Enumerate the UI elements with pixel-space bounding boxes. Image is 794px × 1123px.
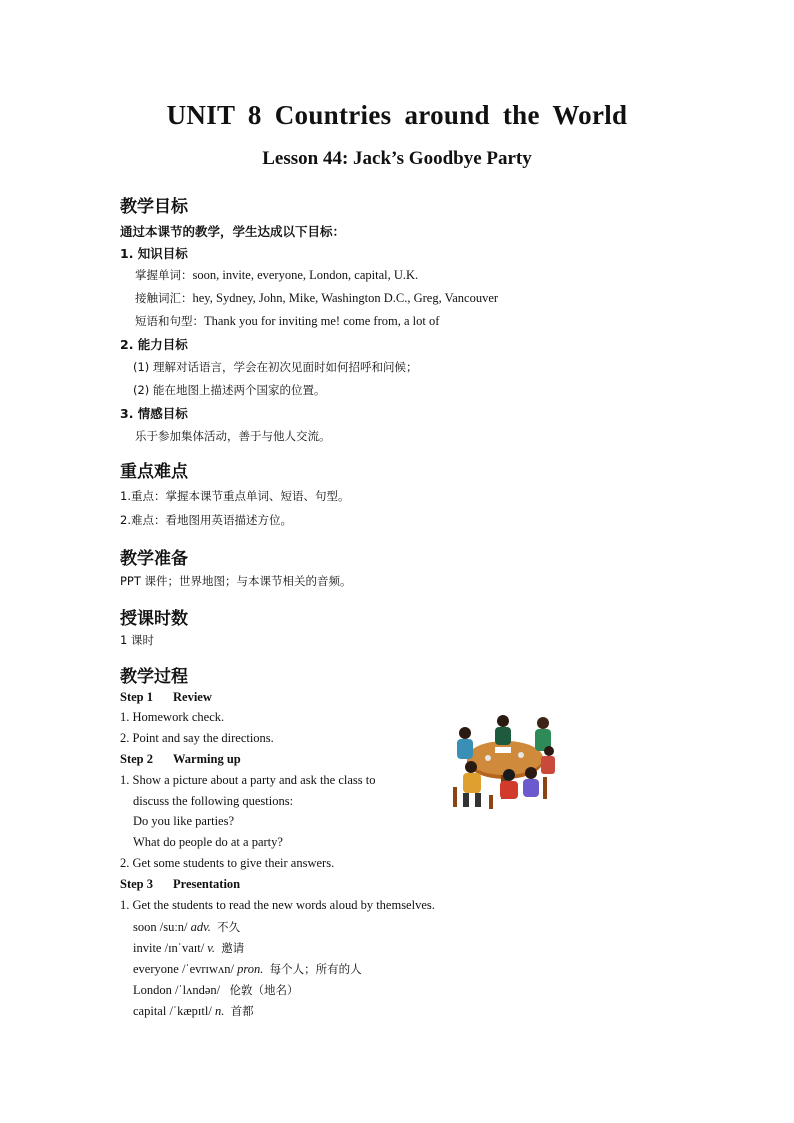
key-point-1-label: 1.重点： xyxy=(120,489,166,503)
vocab-ipa: /ˈkæpɪtl/ xyxy=(169,1004,212,1018)
time-text: 1 课时 xyxy=(120,633,154,647)
step2-label: Step 2 xyxy=(120,752,153,766)
phrases: Thank you for inviting me! come from, a lot of xyxy=(204,314,440,328)
ability-item-1: (1) 理解对话语言，学会在初次见面时如何招呼和问候； xyxy=(133,360,418,374)
vocab-item xyxy=(133,1003,254,1019)
step2-line-3: 2. Get some students to give their answers. xyxy=(120,856,335,870)
vocab-item xyxy=(133,940,244,956)
vocab-word: London xyxy=(133,983,172,997)
step2-line-1: 1. Show a picture about a party and ask the class to xyxy=(120,773,376,787)
emotion-item-1: 乐于参加集体活动，善于与他人交流。 xyxy=(135,429,331,443)
step3-name: Presentation xyxy=(173,877,241,891)
vocab-word: invite xyxy=(133,941,162,955)
key-points-heading: 重点难点 xyxy=(120,462,188,482)
step3-heading xyxy=(120,877,240,892)
preparation-heading: 教学准备 xyxy=(120,549,188,569)
master-words-label: 掌握单词： xyxy=(135,268,193,282)
contact-words-label: 接触词汇： xyxy=(135,291,193,305)
key-point-2-label: 2.难点： xyxy=(120,513,166,527)
vocab-item xyxy=(133,961,362,977)
key-point-1-text: 掌握本课节重点单词、短语、句型。 xyxy=(165,489,350,503)
vocab-pos: pron. xyxy=(237,962,264,976)
lesson-title: Lesson 44: Jack’s Goodbye Party xyxy=(262,148,532,169)
vocab-word: soon xyxy=(133,920,157,934)
step1-label: Step 1 xyxy=(120,690,153,704)
vocab-word: capital xyxy=(133,1004,167,1018)
objectives-heading: 教学目标 xyxy=(120,197,188,217)
preparation-text: PPT 课件；世界地图；与本课节相关的音频。 xyxy=(120,574,352,588)
vocab-ipa: /ˈlʌndən/ xyxy=(175,983,221,997)
master-words: soon, invite, everyone, London, capital, U.K. xyxy=(192,268,419,282)
vocab-pos: adv. xyxy=(190,920,211,934)
vocab-item xyxy=(133,919,240,935)
vocab-meaning: 邀请 xyxy=(221,941,245,955)
unit-title: UNIT 8 Countries around the World xyxy=(166,100,628,130)
time-heading: 授课时数 xyxy=(120,609,188,629)
vocab-meaning: 首都 xyxy=(230,1004,254,1018)
vocab-meaning: 每个人；所有的人 xyxy=(269,962,362,976)
ability-item-2: (2) 能在地图上描述两个国家的位置。 xyxy=(133,383,326,397)
step2-name: Warming up xyxy=(173,752,241,766)
key-point-2 xyxy=(120,512,292,528)
party-illustration xyxy=(443,703,559,811)
vocab-meaning: 伦敦（地名） xyxy=(229,983,299,997)
vocab-ipa: /ˈevrɪwʌn/ xyxy=(181,962,235,976)
step1-item-1: 1. Homework check. xyxy=(120,710,225,724)
step2-line-2: discuss the following questions: xyxy=(133,794,294,808)
objectives-intro: 通过本课节的教学，学生达成以下目标： xyxy=(120,224,346,239)
step2-question-1: Do you like parties? xyxy=(133,814,235,828)
key-point-2-text: 看地图用英语描述方位。 xyxy=(165,513,292,527)
step2-question-2: What do people do at a party? xyxy=(133,835,283,849)
step1-name: Review xyxy=(173,690,212,704)
master-words-line xyxy=(135,267,418,283)
vocab-ipa: /suːn/ xyxy=(159,920,188,934)
step1-item-2: 2. Point and say the directions. xyxy=(120,731,274,745)
key-point-1 xyxy=(120,488,349,504)
vocab-item xyxy=(133,982,299,998)
contact-words: hey, Sydney, John, Mike, Washington D.C., Greg, Vancouver xyxy=(192,291,499,305)
vocab-pos: n. xyxy=(214,1004,225,1018)
vocab-word: everyone xyxy=(133,962,179,976)
vocab-meaning: 不久 xyxy=(217,920,241,934)
emotion-heading: 3. 情感目标 xyxy=(120,406,188,421)
step3-label: Step 3 xyxy=(120,877,153,891)
process-heading: 教学过程 xyxy=(120,667,188,687)
step2-heading xyxy=(120,752,241,767)
knowledge-heading: 1. 知识目标 xyxy=(120,246,188,261)
phrases-line xyxy=(135,313,439,329)
step1-heading xyxy=(120,690,212,705)
contact-words-line xyxy=(135,290,498,306)
phrases-label: 短语和句型： xyxy=(135,314,204,328)
vocab-ipa: /ɪnˈvaɪt/ xyxy=(164,941,205,955)
step3-line-1: 1. Get the students to read the new words aloud by themselves. xyxy=(120,898,435,912)
vocab-pos: v. xyxy=(207,941,216,955)
ability-heading: 2. 能力目标 xyxy=(120,337,188,352)
